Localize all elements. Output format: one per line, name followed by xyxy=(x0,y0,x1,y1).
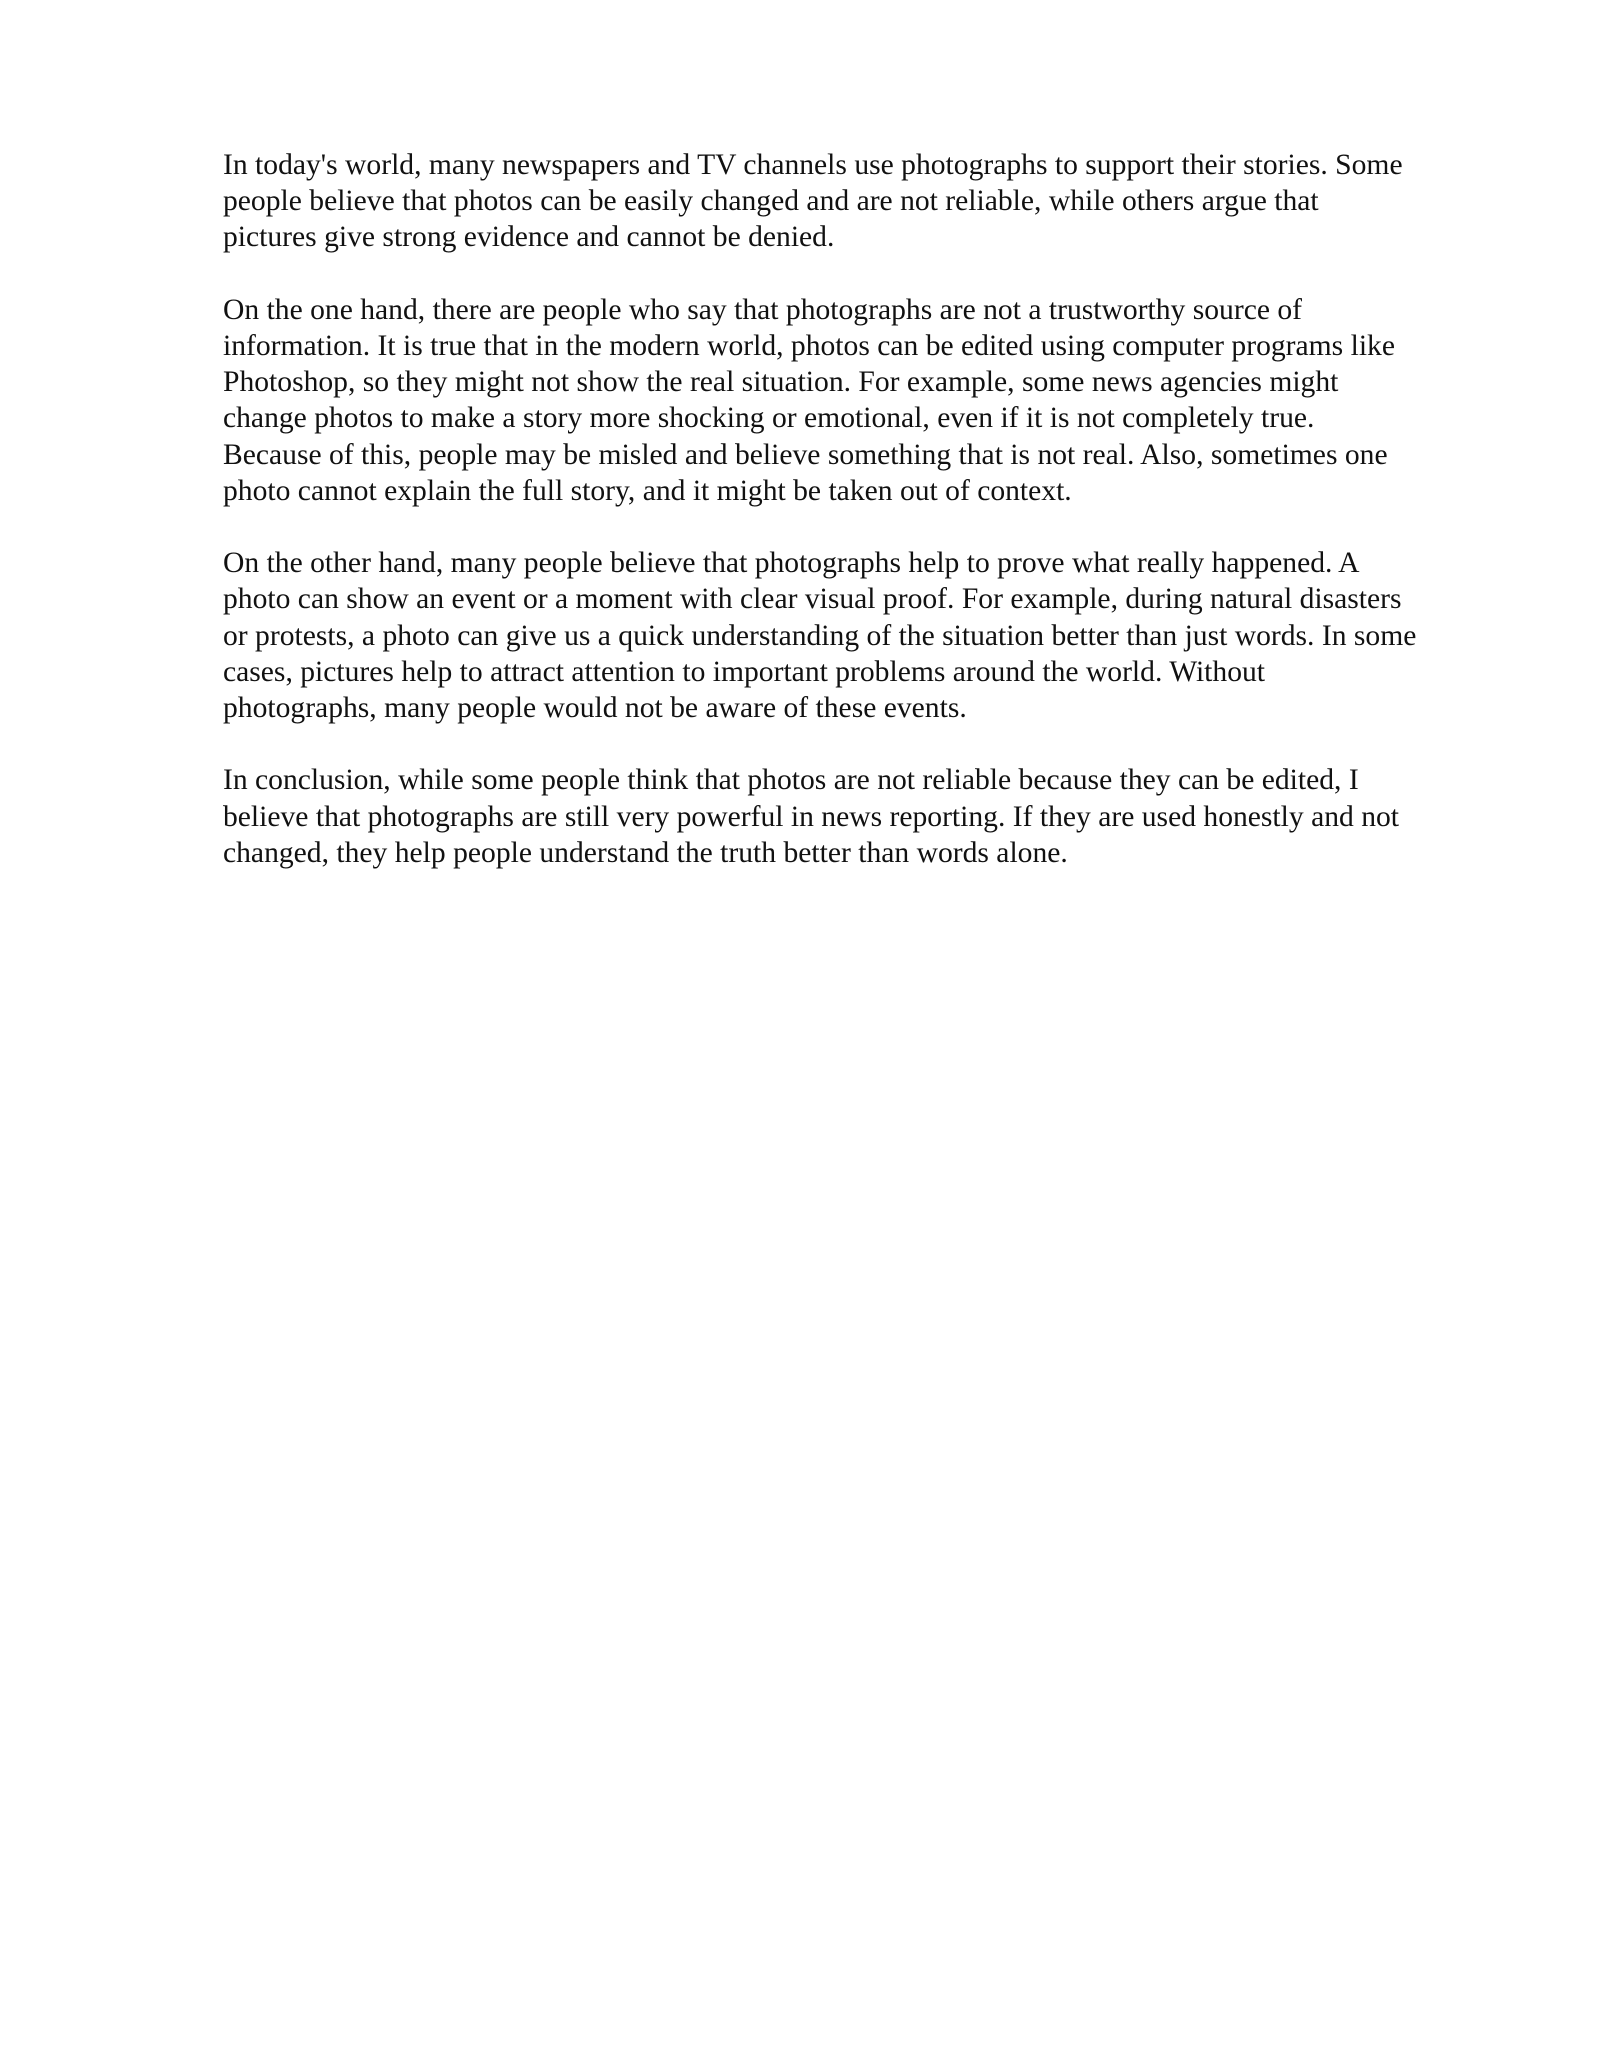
paragraph-one-hand xyxy=(223,292,1503,509)
text-line: believe that photographs are still very powerful in news reporting. If they are used honestly and not xyxy=(223,800,1400,833)
text-line: people believe that photos can be easily changed and are not reliable, while others argue that xyxy=(223,185,1319,218)
text-line: photo can show an event or a moment with clear visual proof. For example, during natural disasters xyxy=(223,583,1402,616)
text-line: or protests, a photo can give us a quick understanding of the situation better than just words. In some xyxy=(223,619,1417,652)
text-line: On the one hand, there are people who say that photographs are not a trustworthy source of xyxy=(223,293,1303,326)
text-line: photographs, many people would not be aware of these events. xyxy=(223,692,967,725)
text-line: changed, they help people understand the truth better than words alone. xyxy=(223,836,1068,869)
text-line: On the other hand, many people believe that photographs help to prove what really happened. A xyxy=(223,547,1360,580)
text-line: Photoshop, so they might not show the real situation. For example, some news agencies might xyxy=(223,366,1339,399)
paragraph-other-hand xyxy=(223,545,1503,726)
text-line: In conclusion, while some people think that photos are not reliable because they can be edited, I xyxy=(223,764,1359,797)
text-line: Because of this, people may be misled and believe something that is not real. Also, sometimes one xyxy=(223,438,1388,471)
text-line: information. It is true that in the modern world, photos can be edited using computer programs like xyxy=(223,330,1395,362)
text-line: In today's world, many newspapers and TV channels use photographs to support their stories. Some xyxy=(223,149,1403,181)
paragraph-conclusion xyxy=(223,762,1503,871)
paragraph-introduction xyxy=(223,147,1503,256)
text-line: pictures give strong evidence and cannot be denied. xyxy=(223,221,835,254)
text-line: photo cannot explain the full story, and it might be taken out of context. xyxy=(223,474,1072,507)
document-body xyxy=(223,147,1503,907)
text-line: change photos to make a story more shocking or emotional, even if it is not completely true. xyxy=(223,402,1315,435)
text-line: cases, pictures help to attract attention to important problems around the world. Without xyxy=(223,655,1266,688)
